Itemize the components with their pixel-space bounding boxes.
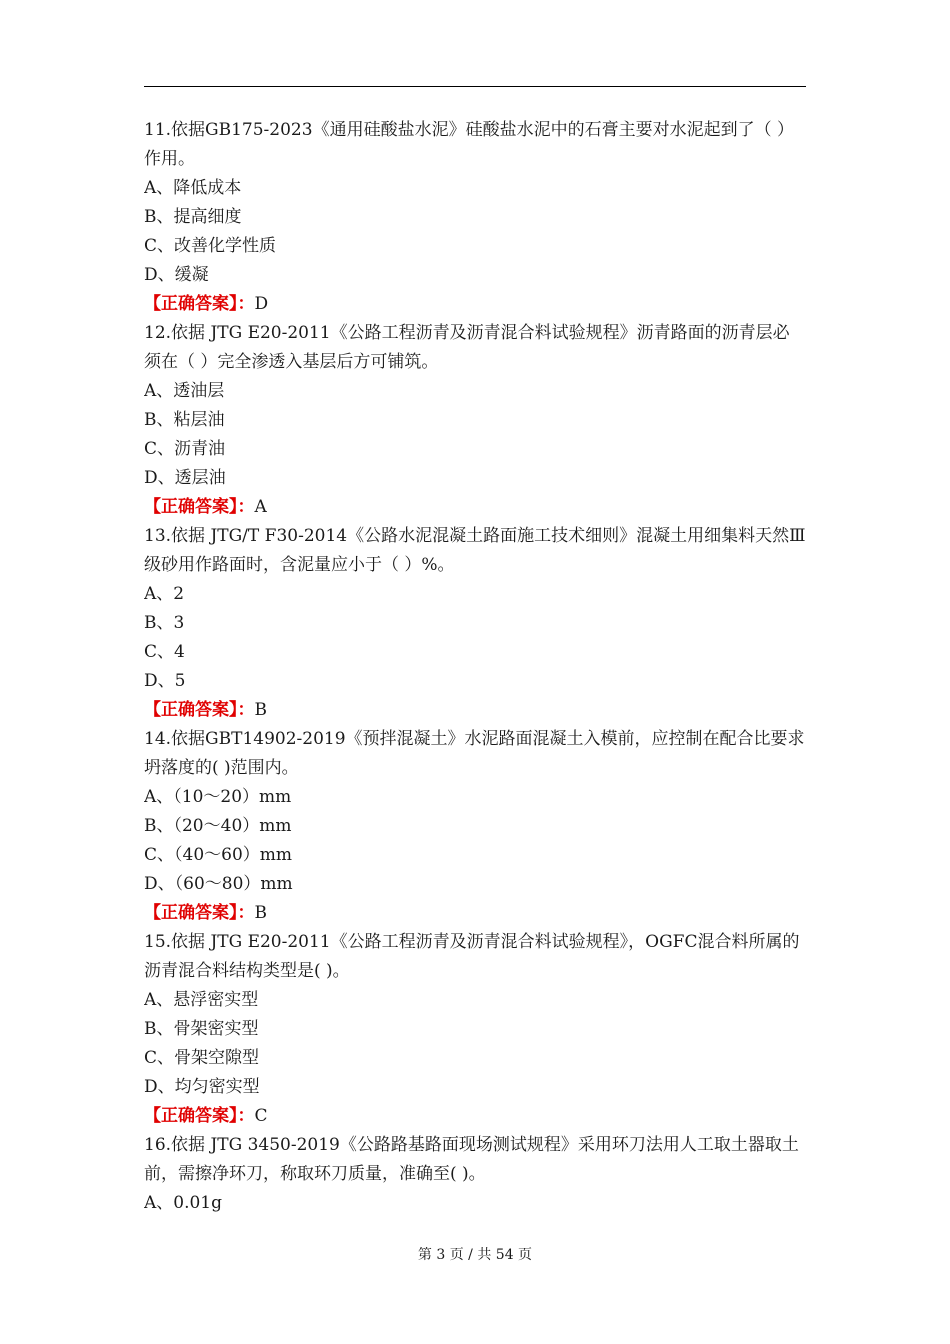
option-d: D、5	[144, 671, 186, 691]
option-d: D、（60～80）mm	[144, 874, 293, 894]
question-block	[144, 116, 806, 319]
answer-label: 【正确答案】：	[144, 700, 255, 720]
question-text: 16.依据 JTG 3450-2019《公路路基路面现场测试规程》采用环刀法用人工取土器取土前，需擦净环刀，称取环刀质量，准确至( )。	[144, 1135, 799, 1184]
option-b: B、提高细度	[144, 207, 242, 227]
option-d: D、透层油	[144, 468, 226, 488]
answer-value: D	[254, 294, 269, 314]
answer-line	[144, 899, 806, 928]
option-b: B、骨架密实型	[144, 1019, 259, 1039]
question-text: 12.依据 JTG E20-2011《公路工程沥青及沥青混合料试验规程》沥青路面的沥青层必须在（ ）完全渗透入基层后方可铺筑。	[144, 323, 790, 372]
option-c: C、4	[144, 642, 185, 662]
answer-label: 【正确答案】：	[144, 294, 255, 314]
answer-value: A	[254, 497, 267, 517]
option-c: C、（40～60）mm	[144, 845, 293, 865]
question-block	[144, 522, 806, 725]
question-block	[144, 928, 806, 1131]
option-a: A、（10～20）mm	[144, 787, 292, 807]
question-text: 11.依据GB175-2023《通用硅酸盐水泥》硅酸盐水泥中的石膏主要对水泥起到了（ ）作用。	[144, 120, 794, 169]
answer-value: B	[254, 903, 267, 923]
option-a: A、0.01g	[144, 1193, 223, 1213]
answer-line	[144, 1102, 806, 1131]
option-d: D、缓凝	[144, 265, 209, 285]
option-a: A、悬浮密实型	[144, 990, 259, 1010]
page-footer: 第 3 页 / 共 54 页	[417, 1247, 533, 1263]
answer-value: B	[254, 700, 267, 720]
option-c: C、沥青油	[144, 439, 226, 459]
answer-label: 【正确答案】：	[144, 903, 255, 923]
option-c: C、改善化学性质	[144, 236, 277, 256]
question-text: 15.依据 JTG E20-2011《公路工程沥青及沥青混合料试验规程》，OGFC混合料所属的沥青混合料结构类型是( )。	[144, 932, 800, 981]
question-text: 13.依据 JTG/T F30-2014《公路水泥混凝土路面施工技术细则》混凝土用细集料天然Ⅲ级砂用作路面时，含泥量应小于（ ）%。	[144, 526, 806, 575]
option-a: A、2	[144, 584, 185, 604]
answer-label: 【正确答案】：	[144, 1106, 255, 1126]
option-b: B、粘层油	[144, 410, 225, 430]
option-b: B、3	[144, 613, 185, 633]
answer-line	[144, 493, 806, 522]
option-d: D、均匀密实型	[144, 1077, 260, 1097]
option-a: A、降低成本	[144, 178, 242, 198]
option-b: B、（20～40）mm	[144, 816, 292, 836]
question-text: 14.依据GBT14902-2019《预拌混凝土》水泥路面混凝土入模前，应控制在配合比要求坍落度的( )范围内。	[144, 729, 805, 778]
answer-label: 【正确答案】：	[144, 497, 255, 517]
option-a: A、透油层	[144, 381, 225, 401]
answer-value: C	[254, 1106, 268, 1126]
answer-line	[144, 696, 806, 725]
option-c: C、骨架空隙型	[144, 1048, 260, 1068]
page-content	[144, 116, 806, 1218]
question-block	[144, 1131, 806, 1218]
question-block	[144, 319, 806, 522]
question-block	[144, 725, 806, 928]
answer-line	[144, 290, 806, 319]
header-rule	[144, 86, 806, 87]
